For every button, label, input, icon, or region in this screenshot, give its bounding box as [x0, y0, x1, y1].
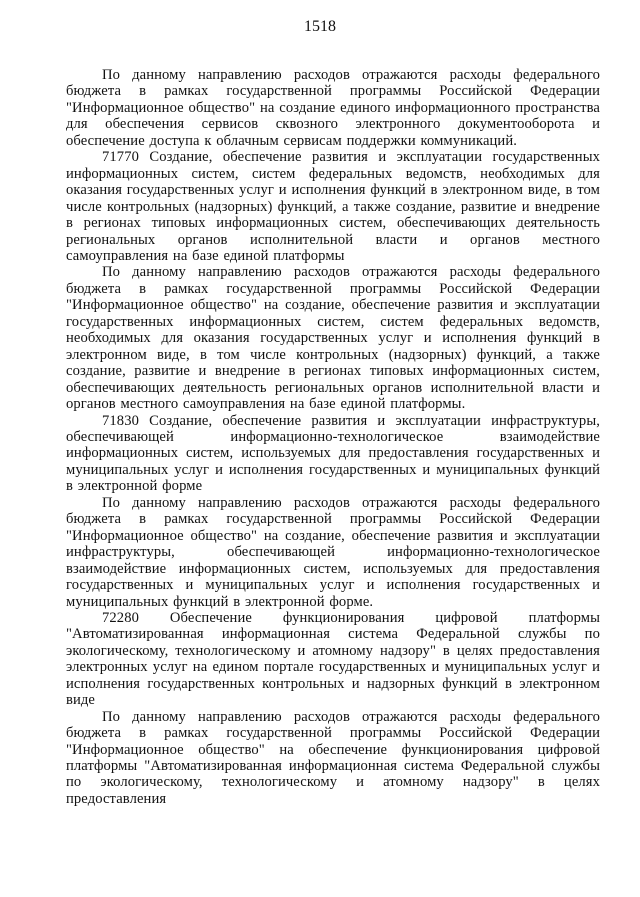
page-number: 1518: [304, 18, 336, 35]
paragraph-71770-description: По данному направлению расходов отражаются расходы федерального бюджета в рамках государственной программы Российской Федерации "Информационное общество" на создание, обеспечение развития и эксплуатации государственных информационных систем, систем федеральных ведомств, необходимых для оказания государственных услуг и исполнения функций в электронном виде, в том числе контрольных (надзорных) функций, а также создание, развитие и внедрение в регионах типовых информационных систем, обеспечивающих деятельность региональных органов исполнительной власти и органов местного самоуправления на базе единой платформы.: [66, 264, 600, 413]
paragraph-1: По данному направлению расходов отражаются расходы федерального бюджета в рамках государственной программы Российской Федерации "Информационное общество" на создание единого информационного пространства для обеспечения сервисов сквозного электронного документооборота и обеспечение доступа к облачным сервисам поддержки коммуникаций.: [66, 67, 600, 149]
paragraph-72280-heading: 72280 Обеспечение функционирования цифровой платформы "Автоматизированная информационная система Федеральной службы по экологическому, технологическому и атомному надзору" в целях предоставления электронных услуг на едином портале государственных и муниципальных услуг и исполнения государственных контрольных и надзорных функций в электронном виде: [66, 609, 600, 709]
document-body: [66, 67, 600, 807]
paragraph-71830-heading: 71830 Создание, обеспечение развития и эксплуатации инфраструктуры, обеспечивающей информационно-технологическое взаимодействие информационных систем, используемых для предоставления государственных и муниципальных услуг и исполнения государственных и муниципальных функций в электронной форме: [66, 412, 600, 495]
paragraph-72280-description: По данному направлению расходов отражаются расходы федерального бюджета в рамках государственной программы Российской Федерации "Информационное общество" на обеспечение функционирования цифровой платформы "Автоматизированная информационная система Федеральной службы по экологическому, технологическому и атомному надзору" в целях предоставления: [66, 708, 600, 807]
paragraph-71770-heading: 71770 Создание, обеспечение развития и эксплуатации государственных информационных систем, систем федеральных ведомств, необходимых для оказания государственных услуг и исполнения функций в электронном виде, в том числе контрольных (надзорных) функций, а также создание, развитие и внедрение в регионах типовых информационных систем, обеспечивающих деятельность региональных органов исполнительной власти и органов местного самоуправления на базе единой платформы: [66, 149, 600, 264]
paragraph-71830-description: По данному направлению расходов отражаются расходы федерального бюджета в рамках государственной программы Российской Федерации "Информационное общество" на создание, обеспечение развития и эксплуатации инфраструктуры, обеспечивающей информационно-технологическое взаимодействие информационных систем, используемых для предоставления государственных и муниципальных услуг и исполнения государственных и муниципальных функций в электронной форме.: [66, 494, 600, 610]
